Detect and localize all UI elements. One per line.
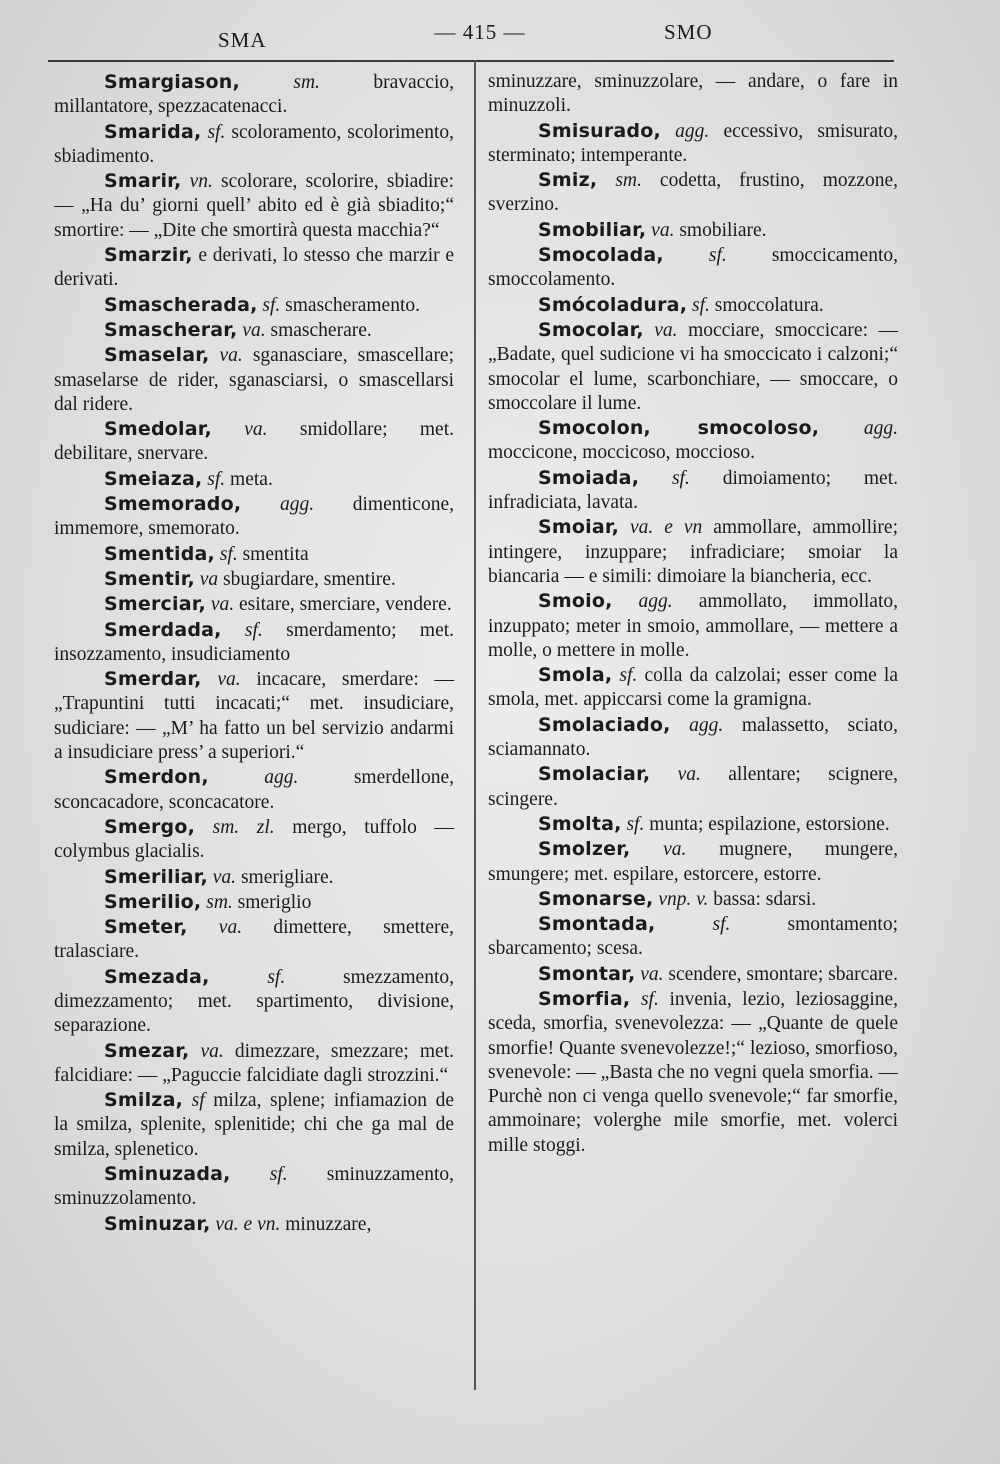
- entry-headword: Smontada,: [538, 913, 656, 936]
- header-rule: [48, 60, 894, 62]
- entry-definition: smidollare; met. debilitare, snervare.: [54, 419, 455, 465]
- dictionary-entry: [54, 70, 454, 120]
- entry-headword: Smerdada,: [104, 618, 222, 641]
- entry-headword: Smedolar,: [104, 418, 212, 441]
- entry-definition: smobiliare.: [679, 219, 767, 241]
- entry-headword: Smentida,: [104, 542, 215, 565]
- entry-grammar: sm.: [293, 72, 320, 93]
- dictionary-entry: [488, 515, 898, 589]
- dictionary-entry: [54, 1039, 454, 1089]
- page-header: [50, 16, 890, 56]
- dictionary-entry: [54, 1088, 454, 1162]
- dictionary-entry: [54, 1162, 454, 1212]
- left-column: [54, 70, 454, 1237]
- entry-definition: ammollato, immollato, inzuppato; meter in smoio, ammollare, — mettere a molle, o mettere in molle.: [488, 591, 899, 661]
- entry-grammar: sf.: [671, 467, 690, 489]
- dictionary-entry: [54, 293, 454, 318]
- entry-grammar: sf.: [269, 1164, 288, 1186]
- entry-definition: codetta, frustino, mozzone, sverzino.: [488, 170, 898, 216]
- dictionary-entry: [488, 713, 898, 763]
- dictionary-entry: [54, 915, 454, 965]
- entry-definition: colla da calzolai; esser come la smola, met. appiccarsi come la gramigna.: [488, 665, 899, 711]
- dictionary-entry: [54, 343, 454, 417]
- dictionary-entry: [54, 1212, 454, 1237]
- dictionary-entry: [54, 965, 454, 1039]
- dictionary-entry: [488, 887, 898, 912]
- entry-headword: Smargiason,: [104, 71, 240, 93]
- dictionary-entry: [54, 618, 454, 668]
- entry-grammar: sf.: [692, 294, 710, 316]
- entry-headword: Smoiar,: [538, 516, 620, 539]
- entry-grammar: va.: [200, 1040, 224, 1062]
- dictionary-entry: [488, 987, 898, 1158]
- entry-definition: smascherare.: [270, 319, 372, 341]
- entry-grammar: agg.: [264, 767, 299, 789]
- entry-definition: smentita: [242, 543, 309, 565]
- entry-definition: sganasciare, smascellare; smaselarse de rider, sganasciarsi, o smascellarsi dal ridere.: [54, 345, 455, 415]
- entry-headword: Smonarse,: [538, 887, 654, 910]
- entry-definition: eccessivo, smisurato, sterminato; intemperante.: [488, 120, 899, 166]
- entry-grammar: va.: [217, 669, 241, 691]
- entry-definition: esitare, smerciare, vendere.: [238, 594, 452, 616]
- entry-definition: bravaccio, millantatore, spezzacatenacci.: [54, 72, 455, 118]
- entry-definition: mergo, tuffolo — colymbus glacialis.: [54, 816, 455, 863]
- entry-definition: bassa: sdarsi.: [713, 888, 817, 910]
- entry-grammar: va.: [663, 839, 687, 861]
- entry-grammar: va.: [218, 917, 243, 939]
- entry-definition: smoccolatura.: [714, 294, 824, 316]
- dictionary-entry: [54, 417, 454, 467]
- entry-headword: Smontar,: [538, 962, 636, 985]
- entry-definition: malassetto, sciato, sciamannato.: [488, 714, 898, 761]
- entry-headword: Smisurado,: [538, 119, 661, 142]
- entry-headword: Smoiada,: [538, 466, 640, 489]
- dictionary-entry: [54, 318, 454, 343]
- entry-grammar: vnp. v.: [658, 888, 709, 910]
- entry-grammar: sf.: [219, 543, 238, 565]
- entry-grammar: agg.: [638, 591, 673, 613]
- entry-grammar: va. e vn.: [215, 1213, 281, 1235]
- entry-definition: scoloramento, scolorimento, sbiadimento.: [54, 121, 454, 167]
- entry-grammar: sf.: [708, 245, 727, 267]
- entry-grammar: va. e vn: [630, 517, 703, 539]
- dictionary-entry: [488, 812, 898, 837]
- dictionary-entry: [488, 218, 898, 243]
- entry-headword: Sminuzada,: [104, 1163, 231, 1186]
- entry-grammar: agg.: [689, 714, 724, 736]
- entry-headword: Smerdon,: [104, 766, 209, 789]
- entry-headword: Smemorado,: [104, 493, 242, 516]
- entry-headword: Smentir,: [104, 567, 195, 590]
- entry-definition: smoccicamento, smoccolamento.: [488, 245, 899, 291]
- dictionary-entry: [54, 492, 454, 542]
- entry-headword: Smaselar,: [104, 344, 210, 367]
- entry-definition: e derivati, lo stesso che marzir e derivati.: [54, 245, 454, 291]
- entry-definition: dimettere, smettere, tralasciare.: [54, 917, 455, 963]
- entry-headword: Smorfia,: [538, 987, 631, 1010]
- entry-headword: Smezada,: [104, 965, 210, 988]
- right-column: [488, 70, 898, 1158]
- entry-grammar: va.: [219, 345, 243, 367]
- entry-headword: Smola,: [538, 664, 613, 687]
- entry-grammar: va.: [244, 419, 268, 441]
- entry-definition: smascheramento.: [285, 294, 420, 316]
- dictionary-entry: [54, 592, 454, 617]
- dictionary-entry: [488, 663, 898, 713]
- entry-definition: scolorare, scolorire, sbiadire: — „Ha du’ giorni quell’ abito ed è già sbiadito;“ smortire: — „Dite che smortirà questa macchia?“: [54, 171, 454, 241]
- entry-headword: Smascherar,: [104, 318, 238, 341]
- entry-definition: smontamento; sbarcamento; scesa.: [488, 914, 899, 960]
- entry-grammar: sf.: [626, 813, 645, 835]
- entry-definition: sminuzzamento, sminuzzolamento.: [54, 1164, 455, 1210]
- dictionary-entry: [54, 169, 454, 243]
- entry-headword: Smolaciar,: [538, 763, 651, 786]
- entry-definition: ammollare, ammollire; intingere, inzuppare; infradiciare; smoiar la biancaria — e simili: dimoiare la biancheria, ecc.: [488, 517, 898, 587]
- entry-headword: Smocolar,: [538, 318, 644, 341]
- dictionary-entry: [488, 119, 898, 169]
- entry-headword: Smobiliar,: [538, 218, 647, 241]
- entry-definition: mocciare, smoccicare: — „Badate, quel sudicione vi ha smoccicato i calzoni;“ smocolar el lume, scarbonchiare, — smoccare, o smoccolare il lume.: [488, 319, 898, 414]
- entry-definition: sminuzzare, sminuzzolare, — andare, o fare in minuzzoli.: [488, 71, 898, 117]
- dictionary-entry: [488, 293, 898, 318]
- entry-definition: dimoiamento; met. infradiciata, lavata.: [488, 467, 899, 514]
- entry-grammar: va.: [654, 319, 678, 341]
- entry-definition: invenia, lezio, leziosaggine, sceda, smorfia, svenevolezza: — „Quante de quele smorfie! Quante svenevolezze!;“ lezioso, smorfioso, svenevole: — „Basta che no vegni quela smorfia. — Purchè non ci venga quello svenevole;“ far smorfie, ammoinare; volerghe mile smorfie, met. volerci mille stoggi.: [488, 988, 899, 1156]
- dictionary-entry: [54, 542, 454, 567]
- entry-headword: Smilza,: [104, 1089, 184, 1112]
- entry-headword: Smocolada,: [538, 244, 664, 267]
- entry-definition: minuzzare,: [285, 1213, 372, 1235]
- entry-headword: Smolta,: [538, 812, 622, 835]
- entry-headword: Smezar,: [104, 1039, 190, 1062]
- dictionary-entry: [488, 168, 898, 218]
- entry-headword: Smerciar,: [104, 593, 206, 616]
- entry-headword: Smerdar,: [104, 668, 202, 691]
- header-right-guideword: SMO: [664, 20, 713, 44]
- entry-grammar: va.: [210, 594, 235, 616]
- entry-grammar: va.: [677, 764, 701, 786]
- entry-headword: Smolzer,: [538, 838, 631, 861]
- entry-headword: Smolaciado,: [538, 713, 671, 736]
- entry-definition: moccicone, moccicoso, moccioso.: [488, 442, 755, 464]
- entry-headword: Smiz,: [538, 169, 598, 192]
- entry-grammar: sf.: [619, 665, 638, 687]
- entry-definition: meta.: [230, 468, 273, 490]
- entry-grammar: va.: [212, 866, 237, 888]
- entry-grammar: sf.: [640, 988, 659, 1010]
- entry-grammar: sf.: [262, 294, 281, 316]
- dictionary-entry: [488, 416, 898, 466]
- entry-headword: Sminuzar,: [104, 1212, 211, 1235]
- entry-headword: Smerilio,: [104, 890, 202, 913]
- entry-grammar: va.: [242, 319, 266, 341]
- entry-grammar: va.: [640, 963, 664, 985]
- dictionary-entry: [54, 243, 454, 293]
- dictionary-entry: [488, 318, 898, 416]
- entry-definition: munta; espilazione, estorsione.: [649, 813, 890, 835]
- dictionary-entry: [488, 70, 898, 119]
- column-divider: [474, 60, 476, 1390]
- dictionary-entry: [488, 912, 898, 962]
- entry-definition: smezzamento, dimezzamento; met. spartimento, divisione, separazione.: [54, 966, 455, 1037]
- entry-definition: dimenticone, immemore, smemorato.: [54, 494, 454, 540]
- entry-definition: smerdamento; met. insozzamento, insudiciamento: [54, 619, 455, 665]
- entry-headword: Smeter,: [104, 916, 188, 939]
- entry-grammar: sm.: [206, 891, 233, 913]
- entry-definition: milza, splene; infiamazion de la smilza, splenite, splenitide; chi che ga mal de smilza, splenetico.: [54, 1090, 455, 1160]
- entry-headword: Smeiaza,: [104, 467, 203, 490]
- entry-grammar: agg.: [675, 120, 710, 142]
- dictionary-entry: [488, 466, 898, 516]
- dictionary-entry: [54, 865, 454, 890]
- entry-grammar: sf.: [712, 914, 731, 936]
- entry-headword: Smarida,: [104, 120, 202, 143]
- entry-headword: Smócoladura,: [538, 293, 688, 316]
- entry-grammar: agg.: [863, 418, 898, 440]
- entry-grammar: agg.: [279, 494, 315, 516]
- entry-definition: dimezzare, smezzare; met. falcidiare: — „Paguccie falcidiate dagli strozzini.“: [54, 1040, 455, 1086]
- entry-grammar: sf.: [207, 468, 226, 490]
- entry-headword: Smoio,: [538, 590, 613, 613]
- dictionary-entry: [54, 567, 454, 592]
- dictionary-entry: [488, 589, 898, 663]
- entry-grammar: sf.: [267, 966, 286, 988]
- entry-definition: sbugiardare, smentire.: [223, 568, 396, 590]
- dictionary-entry: [54, 815, 454, 865]
- entry-grammar: sf.: [207, 121, 226, 143]
- header-left-guideword: SMA: [218, 28, 267, 52]
- entry-definition: smeriglio: [237, 891, 312, 913]
- entry-definition: mugnere, mungere, smungere; met. espilare, estorcere, estorre.: [488, 839, 899, 885]
- dictionary-entry: [488, 837, 898, 887]
- entry-definition: scendere, smontare; sbarcare.: [668, 963, 898, 985]
- entry-headword: Smocolon, smocoloso,: [538, 417, 820, 440]
- dictionary-entry: [54, 667, 454, 765]
- dictionary-entry: [488, 762, 898, 812]
- entry-grammar: sm.: [615, 170, 642, 192]
- dictionary-entry: [54, 890, 454, 915]
- page-number: — 415 —: [434, 20, 526, 44]
- entry-grammar: va: [199, 568, 219, 590]
- entry-grammar: sf.: [244, 619, 263, 641]
- dictionary-entry: [54, 467, 454, 492]
- entry-grammar: vn.: [189, 171, 213, 193]
- dictionary-entry: [488, 243, 898, 293]
- entry-definition: incacare, smerdare: — „Trapuntini tutti incacati;“ met. insudiciare, sudiciare: — „M’ ha fatto un bel servizio andarmi a insudiciare press’ a superiori.“: [54, 669, 455, 764]
- entry-headword: Smergo,: [104, 815, 196, 838]
- entry-grammar: sf: [191, 1090, 205, 1112]
- entry-definition: smerigliare.: [240, 866, 334, 888]
- entry-definition: allentare; scignere, scingere.: [488, 764, 898, 810]
- entry-grammar: sm. zl.: [212, 816, 275, 838]
- entry-headword: Smarir,: [104, 170, 182, 193]
- dictionary-entry: [488, 962, 898, 987]
- entry-definition: smerdellone, sconcacadore, sconcacatore.: [54, 767, 454, 813]
- entry-headword: Smarzir,: [104, 244, 193, 267]
- dictionary-entry: [54, 120, 454, 170]
- dictionary-entry: [54, 765, 454, 815]
- entry-grammar: va.: [651, 219, 675, 241]
- entry-headword: Smascherada,: [104, 293, 258, 316]
- entry-headword: Smeriliar,: [104, 865, 208, 888]
